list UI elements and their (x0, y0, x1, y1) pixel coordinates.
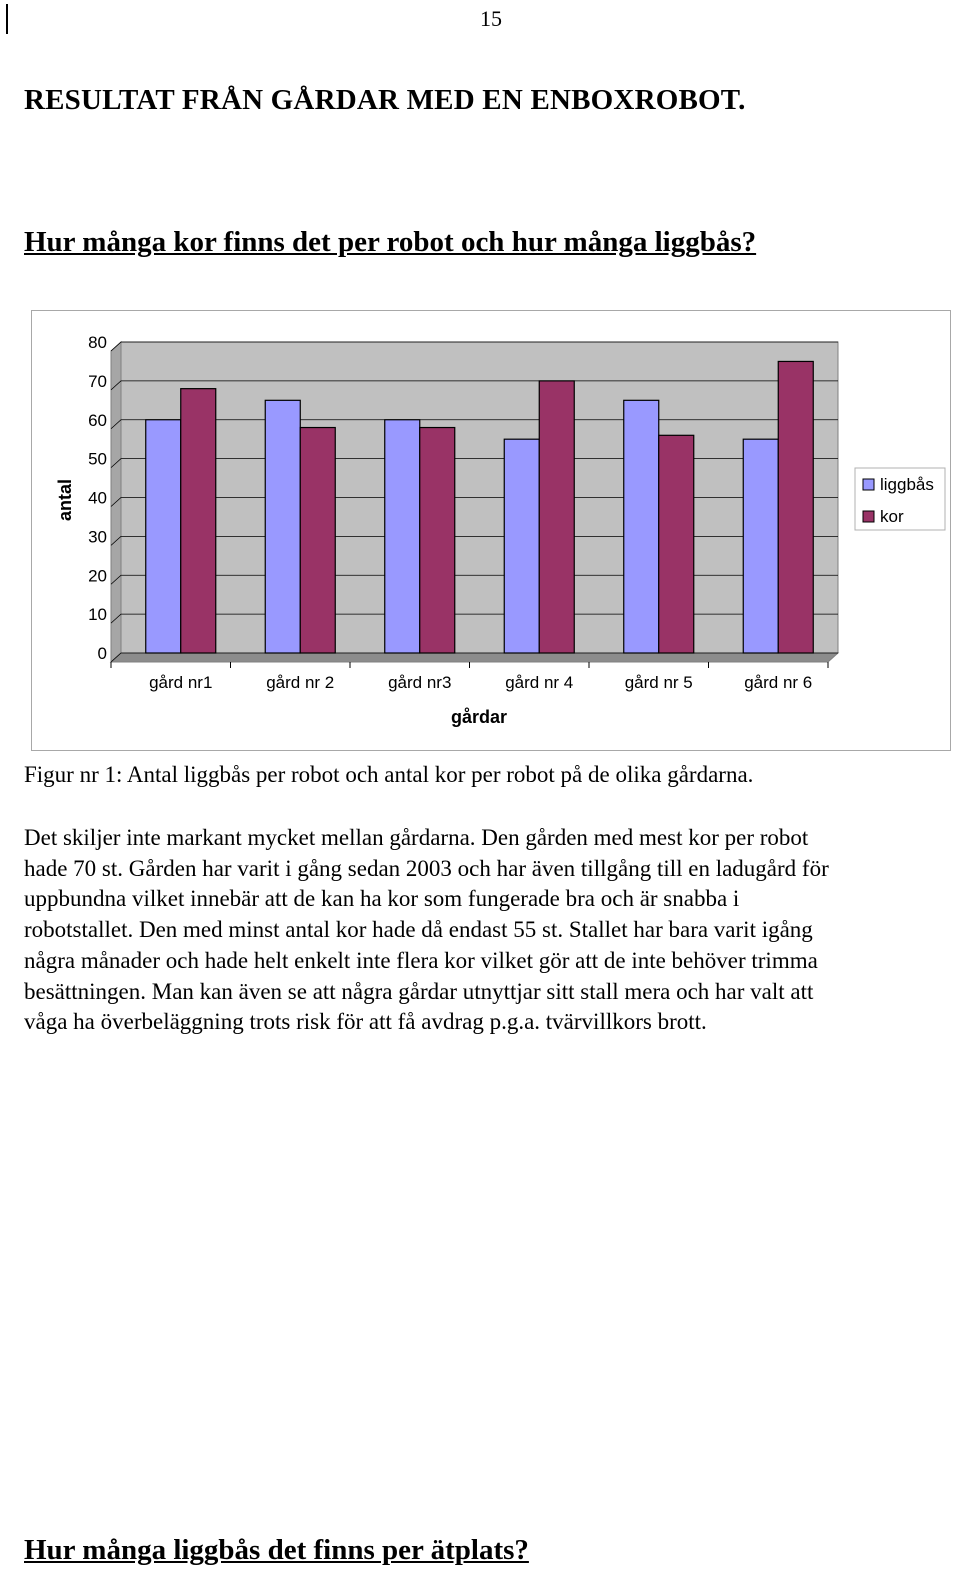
plot-floor (111, 653, 838, 662)
body-line: robotstallet. Den med minst antal kor hade då endast 55 st. Stallet har bara varit igång (24, 917, 813, 943)
y-tick-label: 30 (88, 527, 107, 547)
bar-kor-6 (778, 361, 813, 653)
x-tick-label: gård nr 6 (744, 673, 813, 692)
page-number: 15 (480, 6, 502, 31)
y-tick-label: 50 (88, 449, 107, 469)
y-tick-label: 0 (97, 644, 107, 663)
legend-swatch-liggbs (863, 479, 874, 490)
bar-kor-2 (300, 428, 335, 653)
legend-swatch-kor (863, 511, 874, 522)
bar-kor-1 (181, 389, 216, 653)
chart-frame (31, 310, 951, 751)
y-tick-label: 20 (88, 566, 107, 586)
bar-chart (32, 311, 950, 750)
bar-kor-4 (539, 381, 574, 653)
question-heading: Hur många kor finns det per robot och hur många liggbås? (24, 226, 757, 258)
bar-liggbs-1 (146, 420, 181, 653)
y-axis-title: antal (55, 478, 75, 522)
legend-label: liggbås (880, 475, 934, 494)
body-line: några månader och hade helt enkelt inte flera kor vilket gör att de inte behöver trimma (24, 947, 818, 973)
body-line: hade 70 st. Gården har varit i gång sedan 2003 och har även tillgång till en ladugård för (24, 855, 829, 881)
bar-liggbs-6 (743, 439, 778, 653)
x-tick-label: gård nr1 (149, 673, 213, 692)
x-axis-title: gårdar (450, 707, 508, 727)
legend-label: kor (880, 507, 904, 526)
y-tick-label: 80 (88, 333, 107, 352)
section-heading: RESULTAT FRÅN GÅRDAR MED EN ENBOXROBOT. (24, 84, 746, 116)
bar-kor-5 (659, 435, 694, 653)
x-tick-label: gård nr 2 (266, 673, 335, 692)
figure-caption: Figur nr 1: Antal liggbås per robot och antal kor per robot på de olika gårdarna. (24, 762, 754, 787)
bar-liggbs-4 (504, 439, 539, 653)
y-tick-label: 60 (88, 410, 107, 430)
y-tick-label: 40 (88, 488, 107, 508)
body-line: våga ha överbeläggning trots risk för att få avdrag p.g.a. tvärvillkors brott. (24, 1009, 707, 1035)
body-line: Det skiljer inte markant mycket mellan gårdarna. Den gården med mest kor per robot (24, 825, 809, 850)
y-tick-label: 10 (88, 605, 107, 625)
bar-kor-3 (420, 428, 455, 653)
margin-change-bar (6, 4, 8, 34)
x-tick-label: gård nr3 (388, 673, 452, 692)
body-line: uppbundna vilket innebär att de kan ha kor som fungerade bra och är snabba i (24, 886, 740, 912)
body-line: besättningen. Man kan även se att några gårdar utnyttjar sitt stall mera och har valt att (24, 978, 814, 1004)
x-tick-label: gård nr 5 (624, 673, 693, 692)
bar-liggbs-5 (624, 400, 659, 653)
body-paragraph (24, 823, 949, 1038)
bar-liggbs-3 (385, 420, 420, 653)
y-tick-label: 70 (88, 371, 107, 391)
bar-liggbs-2 (265, 400, 300, 653)
x-tick-label: gård nr 4 (505, 673, 574, 692)
next-question-heading: Hur många liggbås det finns per ätplats? (24, 1534, 529, 1566)
